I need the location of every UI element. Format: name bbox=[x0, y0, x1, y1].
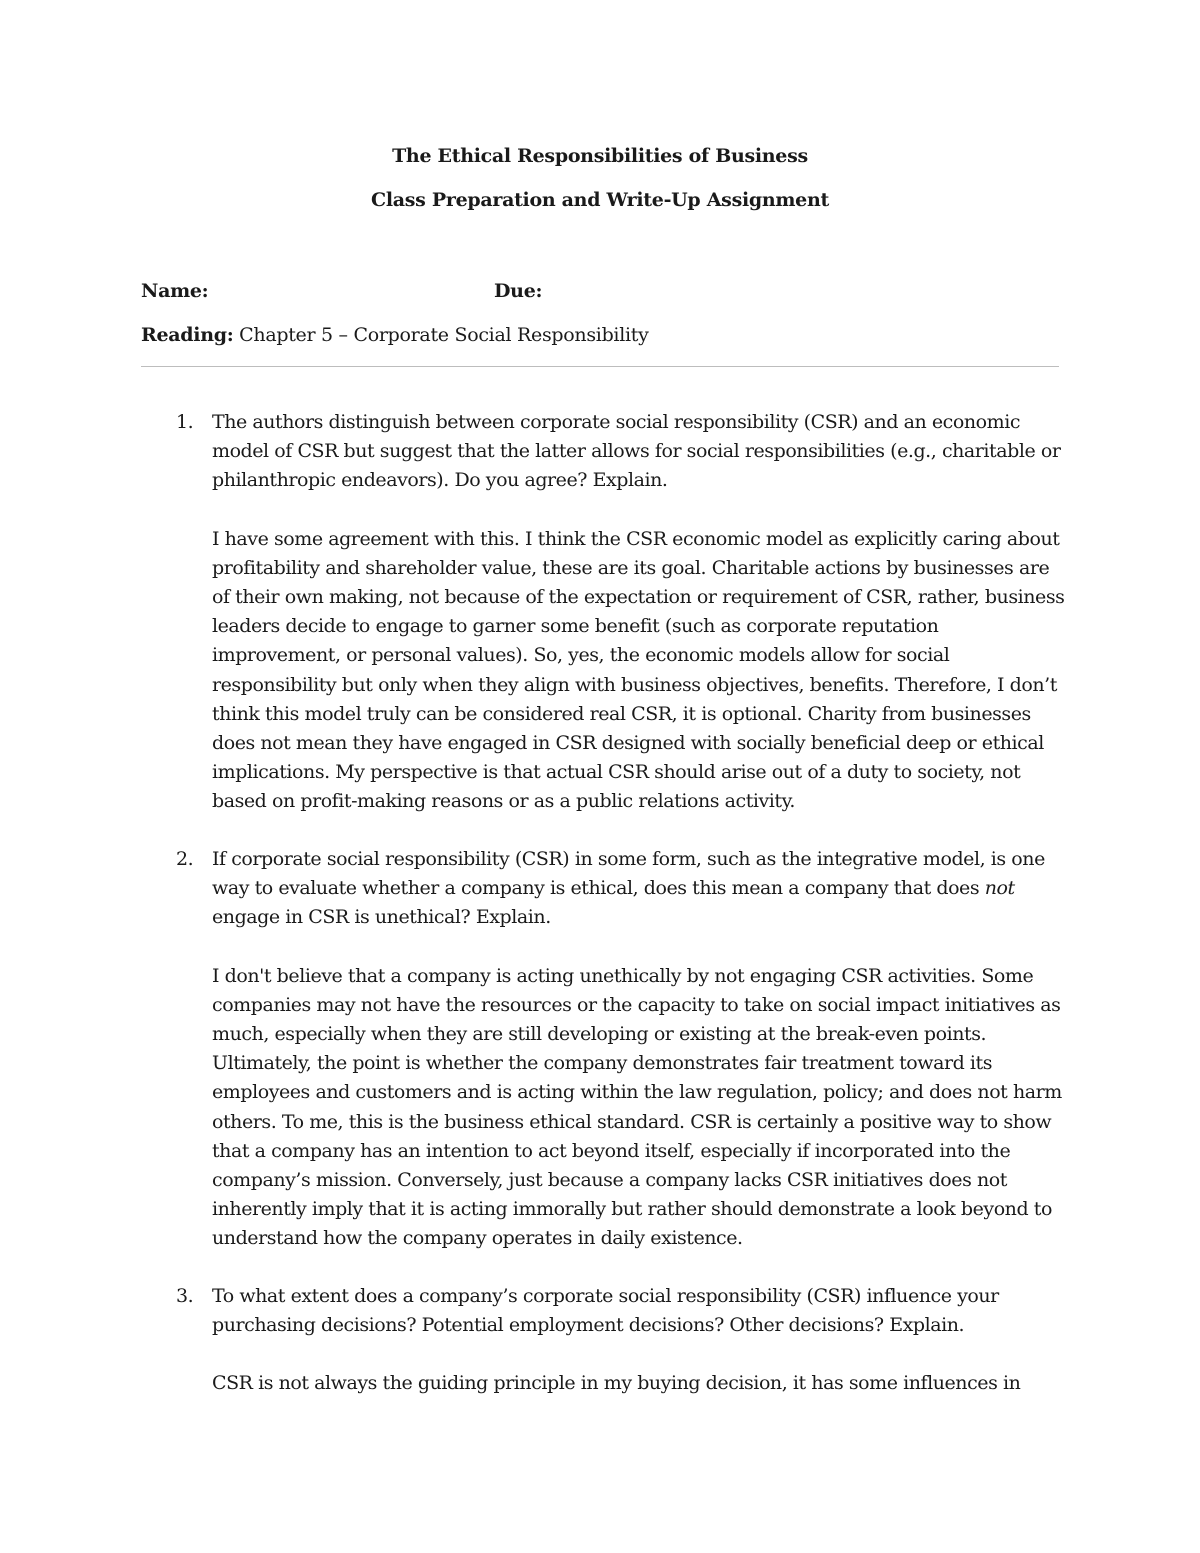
answer-text: I don't believe that a company is acting unethically by not engaging CSR activities. Some companies may not have the resources or the capacity to take on social impact initiatives as much, especially when they are still developing or existing at the break-even points. Ultimately, the point is whether the company demonstrates fair treatment toward its employees and customers and is acting within the law regulation, policy; and does not harm others. To me, this is the business ethical standard. CSR is certainly a positive way to show that a company has an intention to act beyond itself, especially if incorporated into the company’s mission. Conversely, just because a company lacks CSR initiatives does not inherently imply that it is acting immorally but rather should demonstrate a look beyond to understand how the company operates in daily existence. bbox=[212, 964, 1062, 1250]
name-label: Name: bbox=[141, 280, 209, 302]
question-item-3 bbox=[141, 1282, 1071, 1399]
reading-label: Reading: bbox=[141, 324, 234, 346]
question-emphasis: not bbox=[984, 877, 1015, 900]
question-number: 2. bbox=[176, 848, 194, 870]
reading-line bbox=[141, 324, 649, 346]
reading-value: Chapter 5 – Corporate Social Responsibility bbox=[239, 324, 649, 346]
document-subtitle: Class Preparation and Write-Up Assignment bbox=[371, 189, 829, 211]
question-text bbox=[212, 1282, 1071, 1340]
question-item-2 bbox=[141, 845, 1071, 1254]
question-text-tail: engage in CSR is unethical? Explain. bbox=[212, 906, 551, 929]
question-text bbox=[212, 408, 1071, 496]
answer-text: I have some agreement with this. I think the CSR economic model as explicitly caring about profitability and shareholder value, these are its goal. Charitable actions by businesses are of their own making, not because of the expectation or requirement of CSR, rather, business leaders decide to engage to garner some benefit (such as corporate reputation improvement, or personal values). So, yes, the economic models allow for social responsibility but only when they align with business objectives, benefits. Therefore, I don’t think this model truly can be considered real CSR, it is optional. Charity from businesses does not mean they have engaged in CSR designed with socially beneficial deep or ethical implications. My perspective is that actual CSR should arise out of a duty to society, not based on profit-making reasons or as a public relations activity. bbox=[212, 527, 1065, 813]
horizontal-divider bbox=[141, 366, 1059, 367]
due-label: Due: bbox=[494, 280, 543, 302]
question-text bbox=[212, 845, 1071, 933]
question-number: 3. bbox=[176, 1285, 194, 1307]
question-text-main: If corporate social responsibility (CSR) in some form, such as the integrative model, is one way to evaluate whether a company is ethical, does this mean a company that does bbox=[212, 848, 1045, 900]
question-item-1 bbox=[141, 408, 1071, 817]
question-text-main: To what extent does a company’s corporate social responsibility (CSR) influence your purchasing decisions? Potential employment decisions? Other decisions? Explain. bbox=[212, 1285, 999, 1337]
answer-text: CSR is not always the guiding principle in my buying decision, it has some influences in bbox=[212, 1372, 1021, 1395]
question-number: 1. bbox=[176, 411, 194, 433]
document-title: The Ethical Responsibilities of Business bbox=[392, 145, 808, 167]
question-text-main: The authors distinguish between corporate social responsibility (CSR) and an economic model of CSR but suggest that the latter allows for social responsibilities (e.g., charitable or philanthropic endeavors). Do you agree? Explain. bbox=[212, 411, 1061, 492]
